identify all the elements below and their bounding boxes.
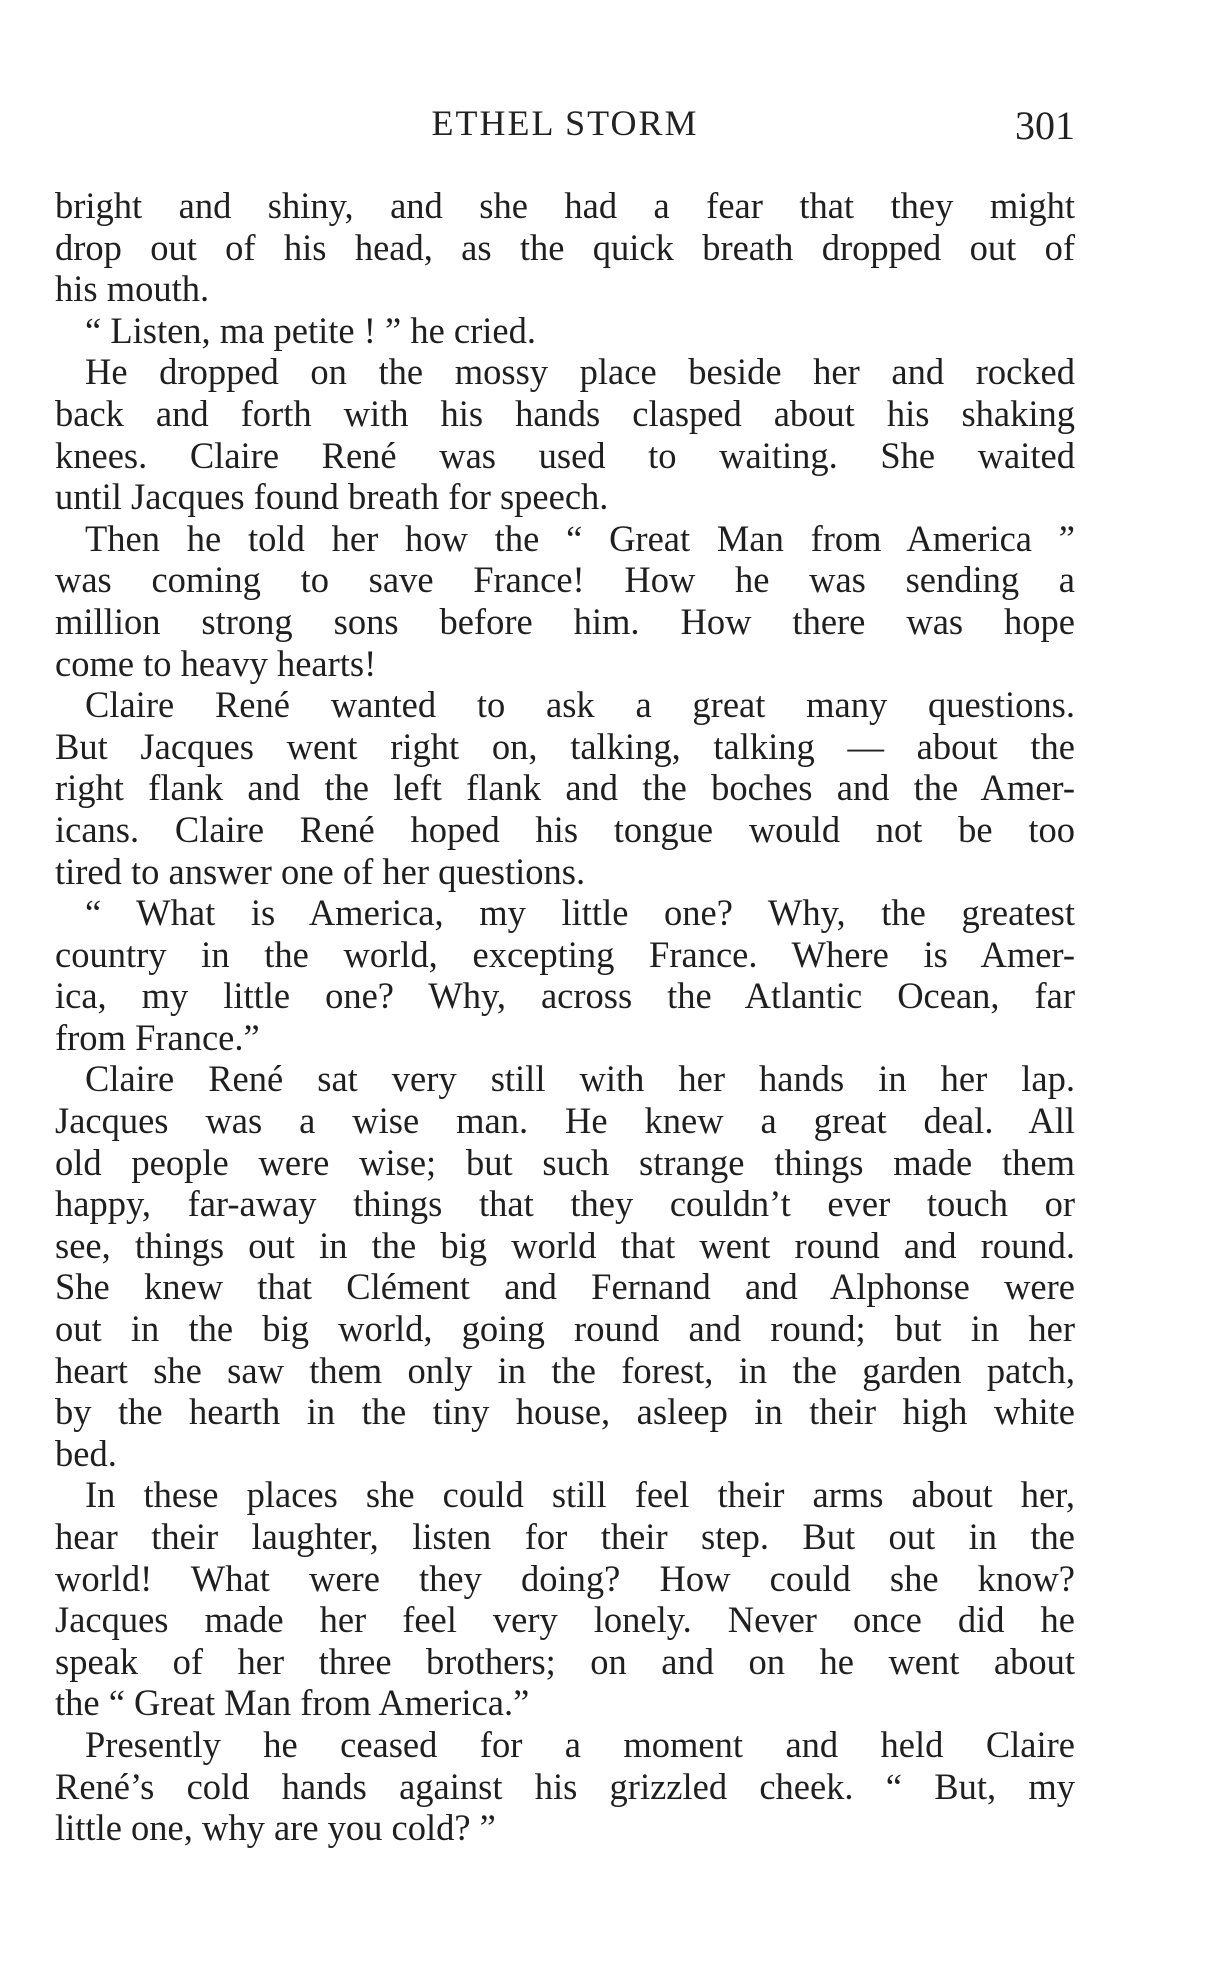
text-line: his mouth. xyxy=(55,268,210,310)
text-line: little one, why are you cold? ” xyxy=(55,1807,496,1849)
text-line: Claire René wanted to ask a great many questions. xyxy=(85,684,1075,726)
text-line: bed. xyxy=(55,1432,117,1474)
text-line: world! What were they doing? How could she know? xyxy=(55,1557,1075,1599)
text-line: Claire René sat very still with her hands in her lap. xyxy=(85,1058,1075,1100)
text-line: Then he told her how the “ Great Man from America ” xyxy=(85,517,1075,559)
text-line: tired to answer one of her questions. xyxy=(55,850,586,892)
text-line: Jacques made her feel very lonely. Never once did he xyxy=(55,1599,1075,1641)
text-line: Jacques was a wise man. He knew a great deal. All xyxy=(55,1100,1075,1142)
text-line: the “ Great Man from America.” xyxy=(55,1682,530,1724)
text-line: icans. Claire René hoped his tongue would not be too xyxy=(55,808,1075,850)
text-line: was coming to save France! How he was sending a xyxy=(55,559,1075,601)
text-line: He dropped on the mossy place beside her and rocked xyxy=(85,351,1075,393)
text-line: million strong sons before him. How there was hope xyxy=(55,600,1075,642)
text-line: heart she saw them only in the forest, in the garden patch, xyxy=(55,1349,1075,1391)
text-line: But Jacques went right on, talking, talking — about the xyxy=(55,725,1075,767)
text-line: until Jacques found breath for speech. xyxy=(55,476,609,518)
text-line: come to heavy hearts! xyxy=(55,642,377,684)
text-line: out in the big world, going round and round; but in her xyxy=(55,1308,1075,1350)
text-line: happy, far-away things that they couldn’t ever touch or xyxy=(55,1183,1075,1225)
text-line: hear their laughter, listen for their step. But out in the xyxy=(55,1516,1075,1557)
text-line: knees. Claire René was used to waiting. She waited xyxy=(55,434,1075,476)
text-line: “ Listen, ma petite ! ” he cried. xyxy=(85,309,536,351)
text-line: back and forth with his hands clasped about his shaking xyxy=(55,392,1075,434)
text-line: country in the world, excepting France. Where is Amer- xyxy=(55,933,1075,975)
page-header xyxy=(55,102,1075,162)
text-line: “ What is America, my little one? Why, the greatest xyxy=(85,892,1075,934)
text-line: René’s cold hands against his grizzled cheek. “ But, my xyxy=(55,1765,1075,1807)
text-line: She knew that Clément and Fernand and Alphonse were xyxy=(55,1266,1075,1308)
text-line: old people were wise; but such strange things made them xyxy=(55,1141,1075,1183)
page-number: 301 xyxy=(1015,103,1075,148)
text-line: bright and shiny, and she had a fear that they might xyxy=(55,185,1075,226)
text-line: see, things out in the big world that went round and round. xyxy=(55,1224,1075,1266)
text-line: In these places she could still feel their arms about her, xyxy=(85,1474,1075,1516)
text-line: from France.” xyxy=(55,1016,260,1058)
text-line: right flank and the left flank and the boches and the Amer- xyxy=(55,767,1075,809)
text-line: Presently he ceased for a moment and held Claire xyxy=(85,1723,1075,1765)
body-text xyxy=(55,185,1075,1849)
running-title: ETHEL STORM xyxy=(431,103,699,143)
text-line: speak of her three brothers; on and on he went about xyxy=(55,1640,1075,1682)
text-line: by the hearth in the tiny house, asleep in their high white xyxy=(55,1391,1075,1433)
text-line: drop out of his head, as the quick breath dropped out of xyxy=(55,226,1075,268)
text-line: ica, my little one? Why, across the Atlantic Ocean, far xyxy=(55,975,1075,1017)
